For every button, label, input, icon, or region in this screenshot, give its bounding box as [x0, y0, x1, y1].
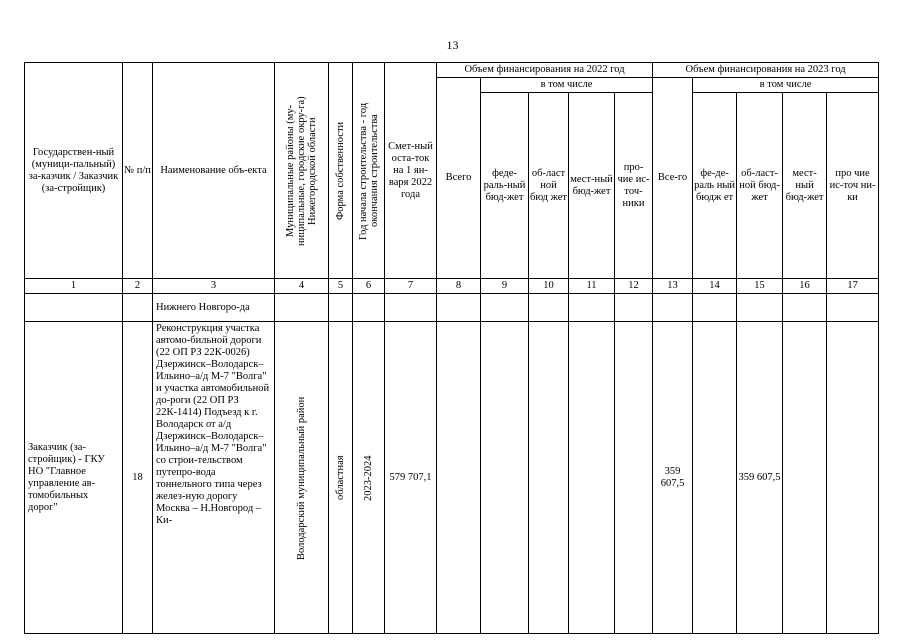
row-ownership: областная — [329, 322, 353, 634]
header-local2023: мест-ный бюд-жет — [783, 93, 827, 279]
col-number: 13 — [653, 279, 693, 294]
col-number: 7 — [385, 279, 437, 294]
col-number: 11 — [569, 279, 615, 294]
row-local2023 — [783, 322, 827, 634]
row-customer: Заказчик (за-стройщик) - ГКУ НО "Главное управление ав-томобильных дорог" — [25, 322, 123, 634]
row-municipality: Володарский муниципальный район — [275, 322, 329, 634]
header-federal2022: феде-раль-ный бюд-жет — [481, 93, 529, 279]
header-incl-2023: в том числе — [693, 78, 879, 93]
col-number: 16 — [783, 279, 827, 294]
col-number: 17 — [827, 279, 879, 294]
col-number: 15 — [737, 279, 783, 294]
header-incl-2022: в том числе — [481, 78, 653, 93]
row-regional2022 — [529, 322, 569, 634]
row-federal2022 — [481, 322, 529, 634]
header-other2022: про-чие ис-точ-ники — [615, 93, 653, 279]
header-fin2022: Объем финансирования на 2022 год — [437, 63, 653, 78]
col-number: 3 — [153, 279, 275, 294]
financing-table — [24, 62, 879, 634]
row-years: 2023-2024 — [353, 322, 385, 634]
header-remaining: Смет-ный оста-ток на 1 ян-варя 2022 года — [385, 63, 437, 279]
header-regional2023: об-ласт-ной бюд-жет — [737, 93, 783, 279]
row-local2022 — [569, 322, 615, 634]
col-number: 4 — [275, 279, 329, 294]
header-fin2023: Объем финансирования на 2023 год — [653, 63, 879, 78]
col-number: 14 — [693, 279, 737, 294]
row-other2022 — [615, 322, 653, 634]
col-number: 10 — [529, 279, 569, 294]
col-number: 5 — [329, 279, 353, 294]
header-regional2022: об-ласт ной бюд жет — [529, 93, 569, 279]
row-other2023 — [827, 322, 879, 634]
header-name: Наименование объ-екта — [153, 63, 275, 279]
row-federal2023 — [693, 322, 737, 634]
page-number: 13 — [446, 38, 459, 52]
col-number: 6 — [353, 279, 385, 294]
table-row — [25, 322, 879, 634]
row-total2022 — [437, 322, 481, 634]
header-no: № п/п — [123, 63, 153, 279]
col-number: 9 — [481, 279, 529, 294]
col-number: 12 — [615, 279, 653, 294]
header-local2022: мест-ный бюд-жет — [569, 93, 615, 279]
row-number: 18 — [123, 322, 153, 634]
header-municipality: Муниципальные районы (му-ниципальные, городские окру-га) Нижегородской области — [275, 63, 329, 279]
row-remaining: 579 707,1 — [385, 322, 437, 634]
header-ownership: Форма собственности — [329, 63, 353, 279]
row-object-name: Реконструкция участка автомо-бильной дороги (22 ОП РЗ 22К-0026) Дзержинск–Володарск–Ильино–а/д М-7 "Волга" и участка автомобильной до-роги (22 ОП РЗ 22К-1414) Подъезд к г. Володарск от а/д Дзержинск–Володарск–Ильино–а/д М-7 "Волга" со строи-тельством путепро-вода тоннельного типа через желез-ную дорогу Москва – Н.Новгород – Ки- — [153, 322, 275, 634]
row-total2023: 359 607,5 — [653, 322, 693, 634]
header-federal2023: фе-де-раль ный бюдж ет — [693, 93, 737, 279]
continuation-name: Нижнего Новгоро-да — [153, 294, 275, 322]
continuation-row — [25, 294, 879, 322]
col-number: 2 — [123, 279, 153, 294]
header-years: Год начала строительства - год окончания строительства — [353, 63, 385, 279]
col-number: 8 — [437, 279, 481, 294]
header-other2023: про чие ис-точ ни-ки — [827, 93, 879, 279]
header-total2022: Всего — [437, 78, 481, 279]
header-total2023: Все-го — [653, 78, 693, 279]
row-regional2023: 359 607,5 — [737, 322, 783, 634]
column-numbers-row — [25, 279, 879, 294]
header-customer: Государствен-ный (муници-пальный) за-казчик / Заказчик (за-стройщик) — [25, 63, 123, 279]
col-number: 1 — [25, 279, 123, 294]
